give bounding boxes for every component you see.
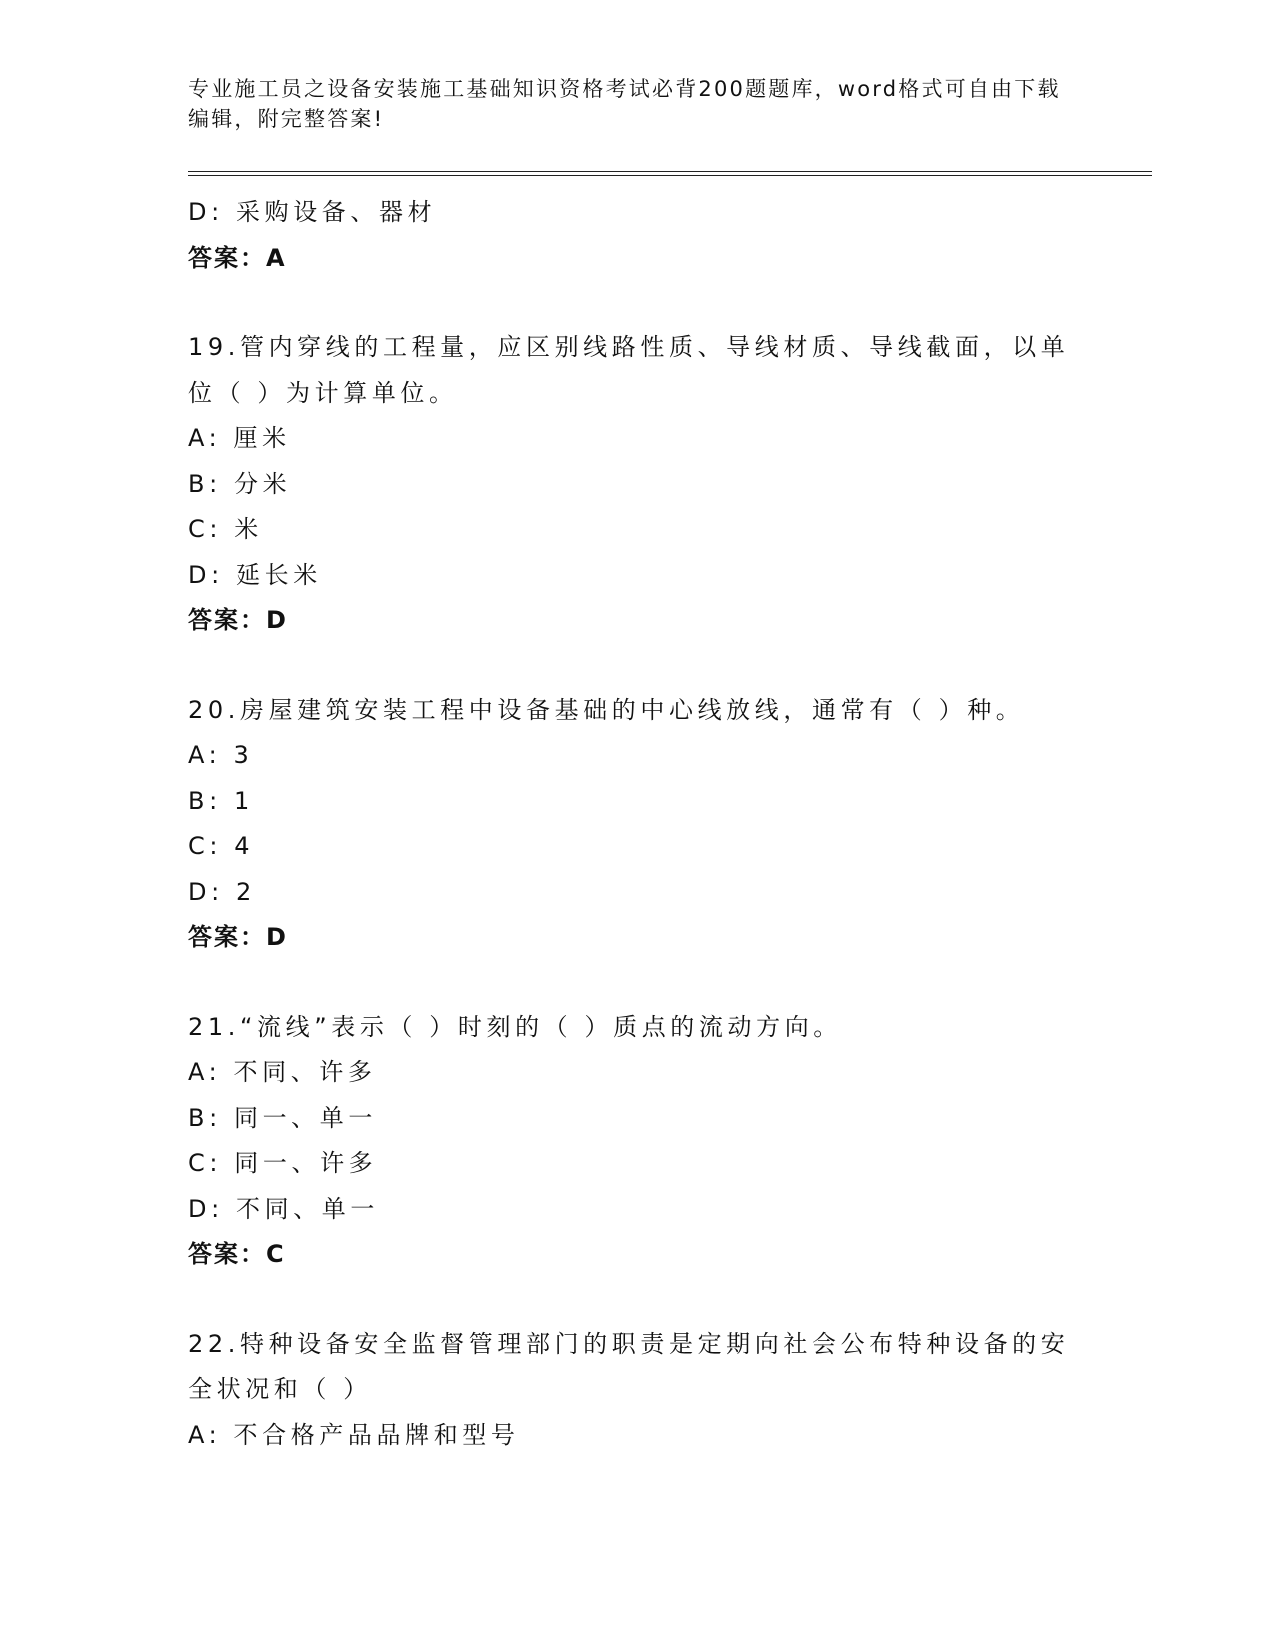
option-c: C: 米 [188, 515, 263, 543]
answer: 答案：D [188, 606, 288, 634]
option-d: D: 2 [188, 877, 256, 906]
question-19 [188, 325, 1088, 644]
question-21 [188, 1005, 1088, 1278]
answer: 答案：C [188, 1240, 286, 1268]
header-rule-top [188, 171, 1152, 172]
option-a: A: 不同、许多 [188, 1058, 377, 1086]
question-20 [188, 688, 1088, 961]
lead-option-d: D: 采购设备、器材 [188, 198, 437, 226]
option-a: A: 厘米 [188, 424, 291, 452]
document-header [188, 74, 1068, 134]
header-title: 专业施工员之设备安装施工基础知识资格考试必背200题题库，word格式可自由下载编辑，附完整答案! [188, 77, 1061, 131]
spacer [188, 961, 1088, 1005]
option-b: B: 分米 [188, 469, 292, 498]
spacer [188, 281, 1088, 325]
question-text: 20.房屋建筑安装工程中设备基础的中心线放线，通常有（ ）种。 [188, 695, 1025, 724]
option-d: D: 延长米 [188, 560, 322, 589]
question-text: 22.特种设备安全监督管理部门的职责是定期向社会公布特种设备的安全状况和（ ） [188, 1329, 1070, 1403]
header-rule-bottom [188, 175, 1152, 176]
question-text: 19.管内穿线的工程量，应区别线路性质、导线材质、导线截面，以单位（ ）为计算单位。 [188, 333, 1070, 407]
option-c: C: 4 [188, 832, 255, 860]
question-22 [188, 1322, 1088, 1459]
option-a: A: 不合格产品品牌和型号 [188, 1420, 520, 1449]
spacer [188, 1278, 1088, 1322]
answer: 答案：D [188, 923, 288, 951]
option-c: C: 同一、许多 [188, 1149, 378, 1177]
document-body [188, 190, 1088, 1458]
spacer [188, 644, 1088, 688]
question-text: 21.“流线”表示（ ）时刻的（ ）质点的流动方向。 [188, 1012, 842, 1041]
option-b: B: 1 [188, 786, 254, 815]
option-b: B: 同一、单一 [188, 1103, 377, 1132]
lead-answer: 答案：A [188, 243, 287, 272]
option-d: D: 不同、单一 [188, 1194, 379, 1223]
option-a: A: 3 [188, 741, 254, 769]
